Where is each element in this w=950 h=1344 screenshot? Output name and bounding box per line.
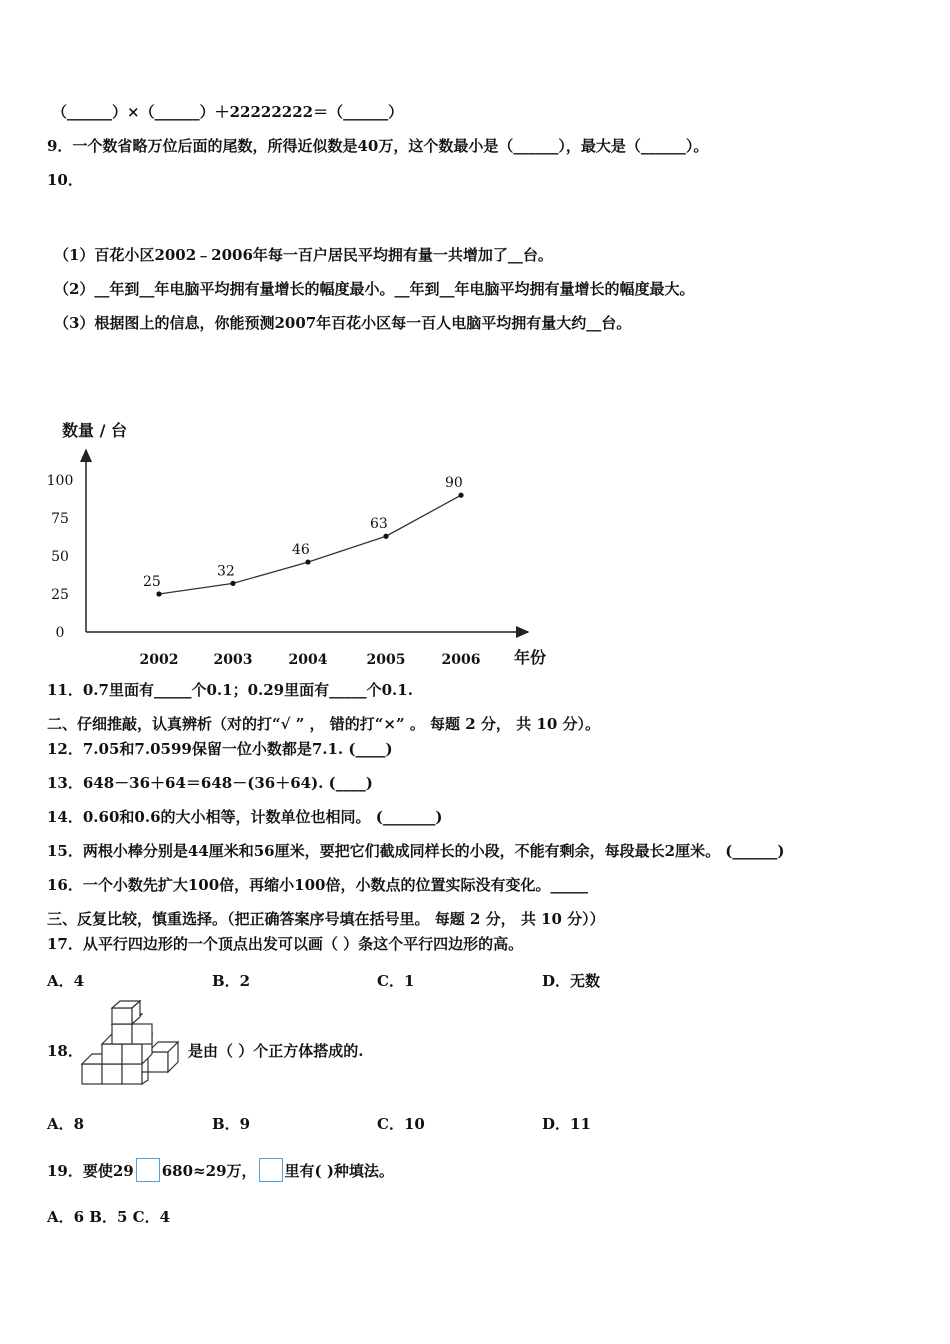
q18-option-b: B．9 xyxy=(212,1115,251,1133)
data-point xyxy=(230,581,235,586)
data-label: 90 xyxy=(445,475,463,492)
data-point xyxy=(458,493,463,498)
question-18-text: 是由（ ）个正方体搭成的. xyxy=(188,1042,364,1060)
question-11: 11．0.7里面有_____个0.1；0.29里面有_____个0.1. xyxy=(47,681,413,699)
y-tick-label: 25 xyxy=(51,587,69,603)
question-13: 13．648－36＋64＝648－(36＋64). (____) xyxy=(47,774,373,792)
y-axis-label: 数量 / 台 xyxy=(62,421,127,440)
q18-option-d: D．11 xyxy=(542,1115,591,1133)
y-tick-label: 75 xyxy=(51,511,69,527)
series-line xyxy=(159,495,461,594)
question-15: 15．两根小棒分别是44厘米和56厘米，要把它们截成同样长的小段，不能有剩余，每段最长2厘米。 (______) xyxy=(47,842,785,860)
q8-blanks-line: （______）×（______）＋22222222＝（______） xyxy=(52,103,404,121)
question-10-part-2: （2）__年到__年电脑平均拥有量增长的幅度最小。__年到__年电脑平均拥有量增长的幅度最大。 xyxy=(54,280,695,298)
computer-ownership-line-chart xyxy=(40,410,580,680)
question-14: 14．0.60和0.6的大小相等，计数单位也相同。 (_______) xyxy=(47,808,443,826)
question-16: 16．一个小数先扩大100倍，再缩小100倍，小数点的位置实际没有变化。_____ xyxy=(47,876,588,894)
data-point xyxy=(305,559,310,564)
q17-option-a: A．4 xyxy=(47,972,85,990)
question-18-number: 18． xyxy=(47,1042,83,1060)
q19-options: A．6 B．5 C．4 xyxy=(47,1208,171,1226)
x-tick-label: 2004 xyxy=(288,652,328,668)
data-label: 63 xyxy=(370,516,388,533)
q18-option-c: C．10 xyxy=(377,1115,425,1133)
data-point xyxy=(383,534,388,539)
x-tick-label: 2005 xyxy=(366,652,406,668)
y-tick-label: 100 xyxy=(46,473,74,489)
y-tick-label: 0 xyxy=(55,625,65,641)
data-label: 32 xyxy=(217,563,235,580)
question-9: 9．一个数省略万位后面的尾数，所得近似数是40万，这个数最小是（______），最大是（______）。 xyxy=(47,137,709,155)
question-12: 12．7.05和7.0599保留一位小数都是7.1. (____) xyxy=(47,740,393,758)
section-3-heading: 三、反复比较，慎重选择。（把正确答案序号填在括号里。 每题 2 分， 共 10 分）） xyxy=(47,910,605,928)
section-2-heading: 二、仔细推敲，认真辨析（对的打“√ ” ， 错的打“×” 。 每题 2 分， 共 10 分）。 xyxy=(47,715,600,733)
stacked-cubes-figure xyxy=(78,1000,182,1088)
data-point xyxy=(156,591,161,596)
q19-text-mid: 680≈29万， xyxy=(161,1162,257,1180)
x-tick-label: 2003 xyxy=(213,652,253,668)
q19-blank-box[interactable] xyxy=(136,1158,160,1182)
q19-text-end: 里有( )种填法。 xyxy=(284,1162,394,1180)
data-label: 25 xyxy=(143,574,161,590)
data-label: 46 xyxy=(292,542,310,559)
q19-text-start: 19．要使29 xyxy=(47,1162,134,1180)
question-19 xyxy=(47,1158,394,1182)
q18-option-a: A．8 xyxy=(47,1115,85,1133)
q19-blank-box-reference xyxy=(259,1158,283,1182)
question-10-part-1: （1）百花小区2002﹣2006年每一百户居民平均拥有量一共增加了__台。 xyxy=(54,246,553,264)
question-10-part-3: （3）根据图上的信息，你能预测2007年百花小区每一百人电脑平均拥有量大约__台。 xyxy=(54,314,632,332)
x-tick-label: 2002 xyxy=(139,652,179,668)
question-17: 17．从平行四边形的一个顶点出发可以画（ ）条这个平行四边形的高。 xyxy=(47,935,524,953)
x-axis-label: 年份 xyxy=(514,648,547,667)
q17-option-c: C．1 xyxy=(377,972,415,990)
q17-option-d: D．无数 xyxy=(542,972,601,990)
q17-option-b: B．2 xyxy=(212,972,251,990)
x-tick-label: 2006 xyxy=(441,652,481,668)
question-10: 10． xyxy=(47,171,83,189)
y-tick-label: 50 xyxy=(51,549,69,565)
